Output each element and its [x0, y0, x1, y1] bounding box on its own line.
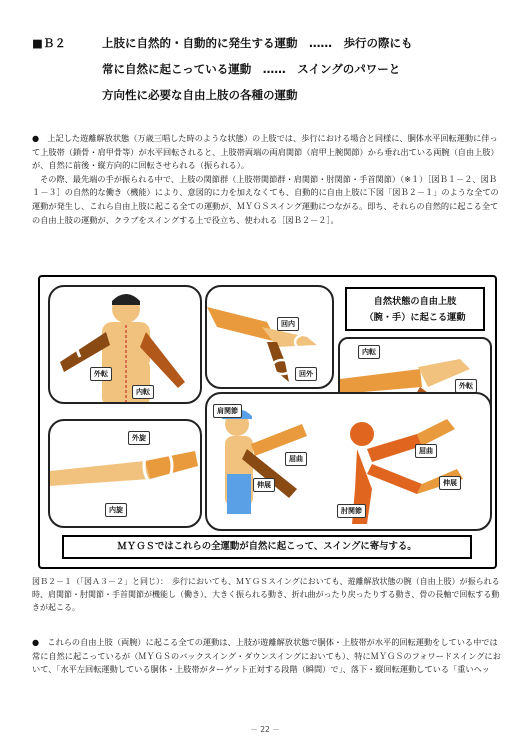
label-flexion-shoulder: 屈曲 — [285, 452, 307, 466]
label-extension-elbow: 伸展 — [439, 476, 461, 490]
label-pronation: 回内 — [277, 317, 299, 331]
page-number: － 22 － — [250, 725, 280, 734]
figure-title-line-1: 自然状態の自由上肢 — [373, 296, 457, 307]
figure-footer: ＭＹＧＳではこれらの全運動が自然に起こって、スイングに寄与する。 — [62, 535, 472, 559]
figure-b2-1 — [38, 275, 497, 569]
panel-pronation — [205, 285, 334, 389]
figure-title-line-2: （腕・手）に起こる運動 — [364, 312, 466, 323]
panel-abduction — [48, 285, 202, 404]
section-label: ■Ｂ２ — [32, 36, 66, 50]
panel-rotation — [48, 419, 202, 528]
label-abduction-wrist: 外転 — [455, 379, 477, 393]
label-adduction: 内転 — [132, 385, 154, 399]
heading-line-2: 常に自然に起こっている運動 …… スイングのパワーと — [102, 62, 401, 76]
heading-line-1: 上肢に自然的・自動的に発生する運動 …… 歩行の際にも — [102, 36, 413, 50]
label-elbow-joint: 肘関節 — [337, 504, 366, 518]
figure-caption — [32, 575, 502, 614]
label-internal-rotation: 内旋 — [105, 503, 127, 517]
caption-text: 図Ｂ２－１（「図Ａ３－２」と同じ）： 歩行においても、ＭＹＧＳスイングにおいても、遊離解放状態の腕（自由上肢）が振られる時、肩関節・肘関節・手首関節が機能し（働き）、大きく振られる動き、折れ曲がったり戻ったりする動き、骨の長軸で回転する動きが起こる。 — [32, 577, 500, 612]
intro-paragraph-1: ● 上記した遊離解放状態（万歳三唱した時のような状態）の上肢では、歩行における場合と同様に、胴体水平回転運動に伴って上肢帯（鎖骨・肩甲骨等）が水平回転されると、上肢帯両端の両肩関節（肩甲上腕関節）から垂れ出ている両腕（自由上肢）が、自然に前後・縦方向的に回転させられる（振られる）。 — [32, 133, 499, 171]
intro-paragraph-2: その際、最先端の手が振られる中で、上肢の関節群（上肢帯関節群・肩関節・肘関節・手首関節）（※１）［図Ｂ１－２、図Ｂ１－３］の自然的な働き（機能）により、意図的に力を加えなくても、自動的に自由上肢に下図「図Ｂ２－１」のような全ての運動が発生し、これら自由上肢に起こる全ての運動が、ＭＹＧＳスイング運動につながる。即ち、それらの自然的に起こる全ての自由上肢の運動が、クラブをスイングする上で役立ち、使われる［図Ｂ２－２］。 — [32, 173, 499, 225]
label-abduction: 外転 — [90, 367, 112, 381]
outro-paragraph-1: ● これらの自由上肢（両腕）に起こる全ての運動は、上肢が遊離解放状態で胴体・上肢帯が水平的回転運動をしている中では常に自然に起こっているが（ＭＹＧＳのバックスイング・ダウンスイングにおいても）、特にＭＹＧＳのフォワードスイングにおいて、「水平左回転運動している胴体・上肢帯がターゲット正対する段階（瞬間）で」、落下・縦回転運動している「重いヘッ — [32, 637, 501, 675]
figure-title — [345, 287, 485, 331]
label-supination: 回外 — [295, 367, 317, 381]
label-external-rotation: 外旋 — [128, 431, 150, 445]
torso-illustration — [50, 287, 200, 402]
label-shoulder-joint: 肩関節 — [213, 404, 242, 418]
heading-line-3: 方向性に必要な自由上肢の各種の運動 — [102, 88, 298, 102]
label-extension-shoulder: 伸展 — [253, 478, 275, 492]
label-adduction-wrist: 内転 — [358, 345, 380, 359]
panel-shoulder-elbow — [205, 392, 492, 531]
section-heading — [32, 30, 502, 108]
label-flexion-elbow: 屈曲 — [415, 444, 437, 458]
intro-text — [32, 132, 502, 227]
outro-text — [32, 636, 502, 677]
